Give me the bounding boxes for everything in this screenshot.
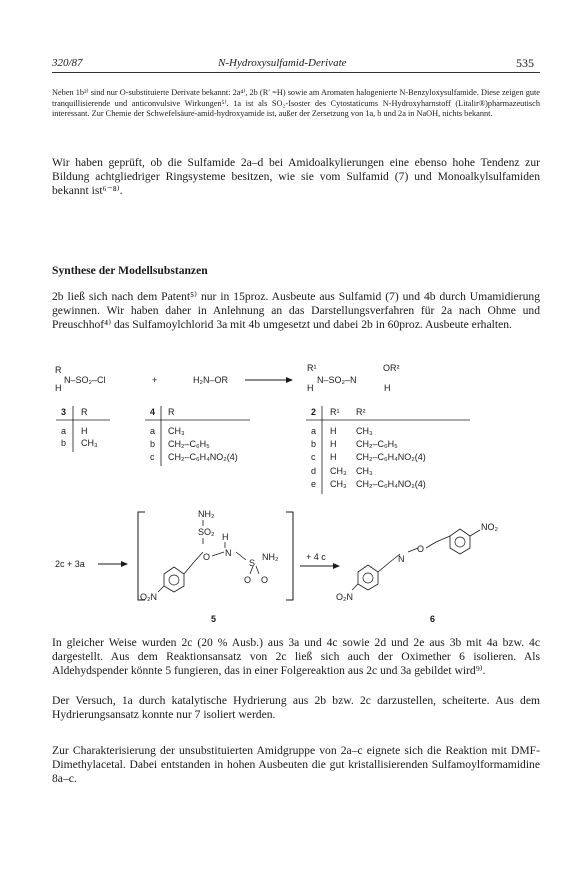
intermediate-o-low1: O <box>244 575 252 585</box>
bracket-right <box>286 512 293 600</box>
table3-row-a-val: H <box>81 426 88 436</box>
table2-row-c-r1: H <box>330 452 337 462</box>
table3-row-b-key: b <box>61 438 67 448</box>
table2-row-a-r1: H <box>330 426 337 436</box>
footnote-paragraph: Neben 1b³⁾ sind nur O-substituierte Derivate bekannt: 2a⁴⁾, 2b (R′ =H) sowie am Aromaten halogenierte N-Benzyloxysulfamide. Diese zeigen gute tranquillisierende und anticonvulsive Wirkungen⁵⁾. 1a ist als SO₂-Isoster des Cytostaticums N-Hydroxyharnstoff (Litalir®)pharmazeutisch interessant. Zur Chemie der Schwefelsäure-amid-hydroxyamide ist, außer der Zersetzung von 1a, b und 2a in NaOH, nichts bekannt. <box>52 88 540 119</box>
header-issue: 320/87 <box>52 57 83 69</box>
section-heading: Synthese der Modellsubstanzen <box>52 264 208 277</box>
paragraph-results: In gleicher Weise wurden 2c (20 % Ausb.) aus 3a und 4c sowie 2d und 2e aus 3b mit 4a bzw. 4c dargestellt. Aus dem Reaktionsansatz von 2c ließ sich auch der Oximether 6 isolieren. Als Aldehydspender könnte 5 fungieren, das in einer Folgereaktion aus 2c und 3a gebildet wird⁹⁾. <box>52 636 540 678</box>
product-6-structure <box>336 522 499 602</box>
reaction-arrow-1-head <box>286 377 293 383</box>
table4-row-b-val: CH₂–C₆H₅ <box>168 439 210 449</box>
table4-row-c-val: CH₂–C₆H₄NO₂(4) <box>168 452 238 462</box>
table4-header: R <box>168 407 175 417</box>
reactant1-formula: N–SO₂–Cl <box>64 375 106 385</box>
table4-row-a-val: CH₃ <box>168 426 185 436</box>
reactant1-h: H <box>55 383 62 393</box>
table4-row-b-key: b <box>150 439 156 449</box>
table2-row-b-r2: CH₂–C₆H₅ <box>356 439 398 449</box>
intermediate-h: H <box>222 532 229 542</box>
table2-header-r1: R¹ <box>330 407 340 417</box>
intermediate-o2n: O₂N <box>140 592 157 602</box>
table4-row-c-key: c <box>150 452 155 462</box>
product-r1: R¹ <box>307 363 317 373</box>
header-title: N-Hydroxysulfamid-Derivate <box>218 57 347 69</box>
table3-row-a-key: a <box>61 426 67 436</box>
intermediate-nh2-right: NH₂ <box>262 552 279 562</box>
benzene-ring-5 <box>164 567 184 592</box>
intermediate-s: S <box>249 558 256 568</box>
product-or2: OR² <box>383 363 400 373</box>
product6-o: O <box>417 544 425 554</box>
table3-row-b-val: CH₃ <box>81 438 98 448</box>
reactant1-r: R <box>55 365 62 375</box>
product-label-6: 6 <box>430 614 436 624</box>
product6-no2: NO₂ <box>481 522 498 532</box>
intermediate-nh2-top: NH₂ <box>198 509 215 519</box>
paragraph-characterization: Zur Charakterisierung der unsubstituierten Amidgruppe von 2a–c eignete sich die Reaktion mit DMF-Dimethylacetal. Dabei entstanden in hohen Ausbeuten die gut kristallisierenden Sulfamoylformamidine 8a–c. <box>52 744 540 786</box>
intermediate-o-low2: O <box>261 575 269 585</box>
table2-row-e-r1: CH₃ <box>330 479 347 489</box>
table2-row-d-r1: CH₃ <box>330 466 347 476</box>
page-number: 535 <box>516 56 534 70</box>
intermediate-so2: SO₂ <box>198 527 215 537</box>
product-formula: N–SO₂–N <box>317 375 357 385</box>
table2-row-c-r2: CH₂–C₆H₄NO₂(4) <box>356 452 426 462</box>
table2-row-e-key: e <box>311 479 317 489</box>
bracket-left <box>138 512 145 600</box>
table4-label: 4 <box>150 407 156 417</box>
intermediate-o: O <box>203 552 211 562</box>
table3-header: R <box>81 407 88 417</box>
table2-row-a-r2: CH₃ <box>356 426 373 436</box>
benzene-ring-6a <box>358 565 378 590</box>
table2-rows <box>311 426 426 489</box>
table2-row-d-r2: CH₃ <box>356 466 373 476</box>
intermediate-5-structure <box>140 509 279 602</box>
table2-row-c-key: c <box>311 452 316 462</box>
table2-label: 2 <box>311 407 317 417</box>
reaction2-reactants: 2c + 3a <box>55 559 85 569</box>
table2-row-b-key: b <box>311 439 317 449</box>
table2-row-b-r1: H <box>330 439 337 449</box>
table2-header-r2: R² <box>356 407 366 417</box>
reactant2-formula: H₂N–OR <box>193 375 228 385</box>
benzene-ring-6b <box>450 529 470 554</box>
product6-o2n: O₂N <box>336 592 353 602</box>
intermediate-label-5: 5 <box>211 614 217 624</box>
synthesis-paragraph: 2b ließ sich nach dem Patent⁵⁾ nur in 15proz. Ausbeute aus Sulfamid (7) und 4b durch Umamidierung gewinnen. Wir haben daher in Anlehnung an das Darstellungsverfahren für 2a nach Ohme und Preuschhof⁴⁾ das Sulfamoylchlorid 3a mit 4b umgesetzt und dabei 2b in 60proz. Ausbeute erhalten. <box>52 290 540 332</box>
table4-row-a-key: a <box>150 426 156 436</box>
table2-row-e-r2: CH₂–C₆H₄NO₂(4) <box>356 479 426 489</box>
product6-n: N <box>398 554 405 564</box>
paragraph-hydrogenation: Der Versuch, 1a durch katalytische Hydrierung aus 2b bzw. 2c darzustellen, scheiterte. Aus dem Hydrierungsansatz konnte nur 7 isoliert werden. <box>52 694 540 722</box>
plus-sign-1: + <box>152 375 158 385</box>
table2-row-d-key: d <box>311 466 317 476</box>
intermediate-n: N <box>225 548 232 558</box>
table2-row-a-key: a <box>311 426 317 436</box>
intro-paragraph: Wir haben geprüft, ob die Sulfamide 2a–d bei Amidoalkylierungen eine ebenso hohe Tendenz zur Bildung achtgliedriger Ringsysteme besitzen, wie sie vom Sulfamid (7) und Monoalkylsulfamiden bekannt ist⁶⁻⁸⁾. <box>52 156 540 198</box>
table3-label: 3 <box>61 407 67 417</box>
product-h2: H <box>384 383 391 393</box>
product-h1: H <box>307 383 314 393</box>
plus-4c-label: + 4 c <box>306 552 326 562</box>
